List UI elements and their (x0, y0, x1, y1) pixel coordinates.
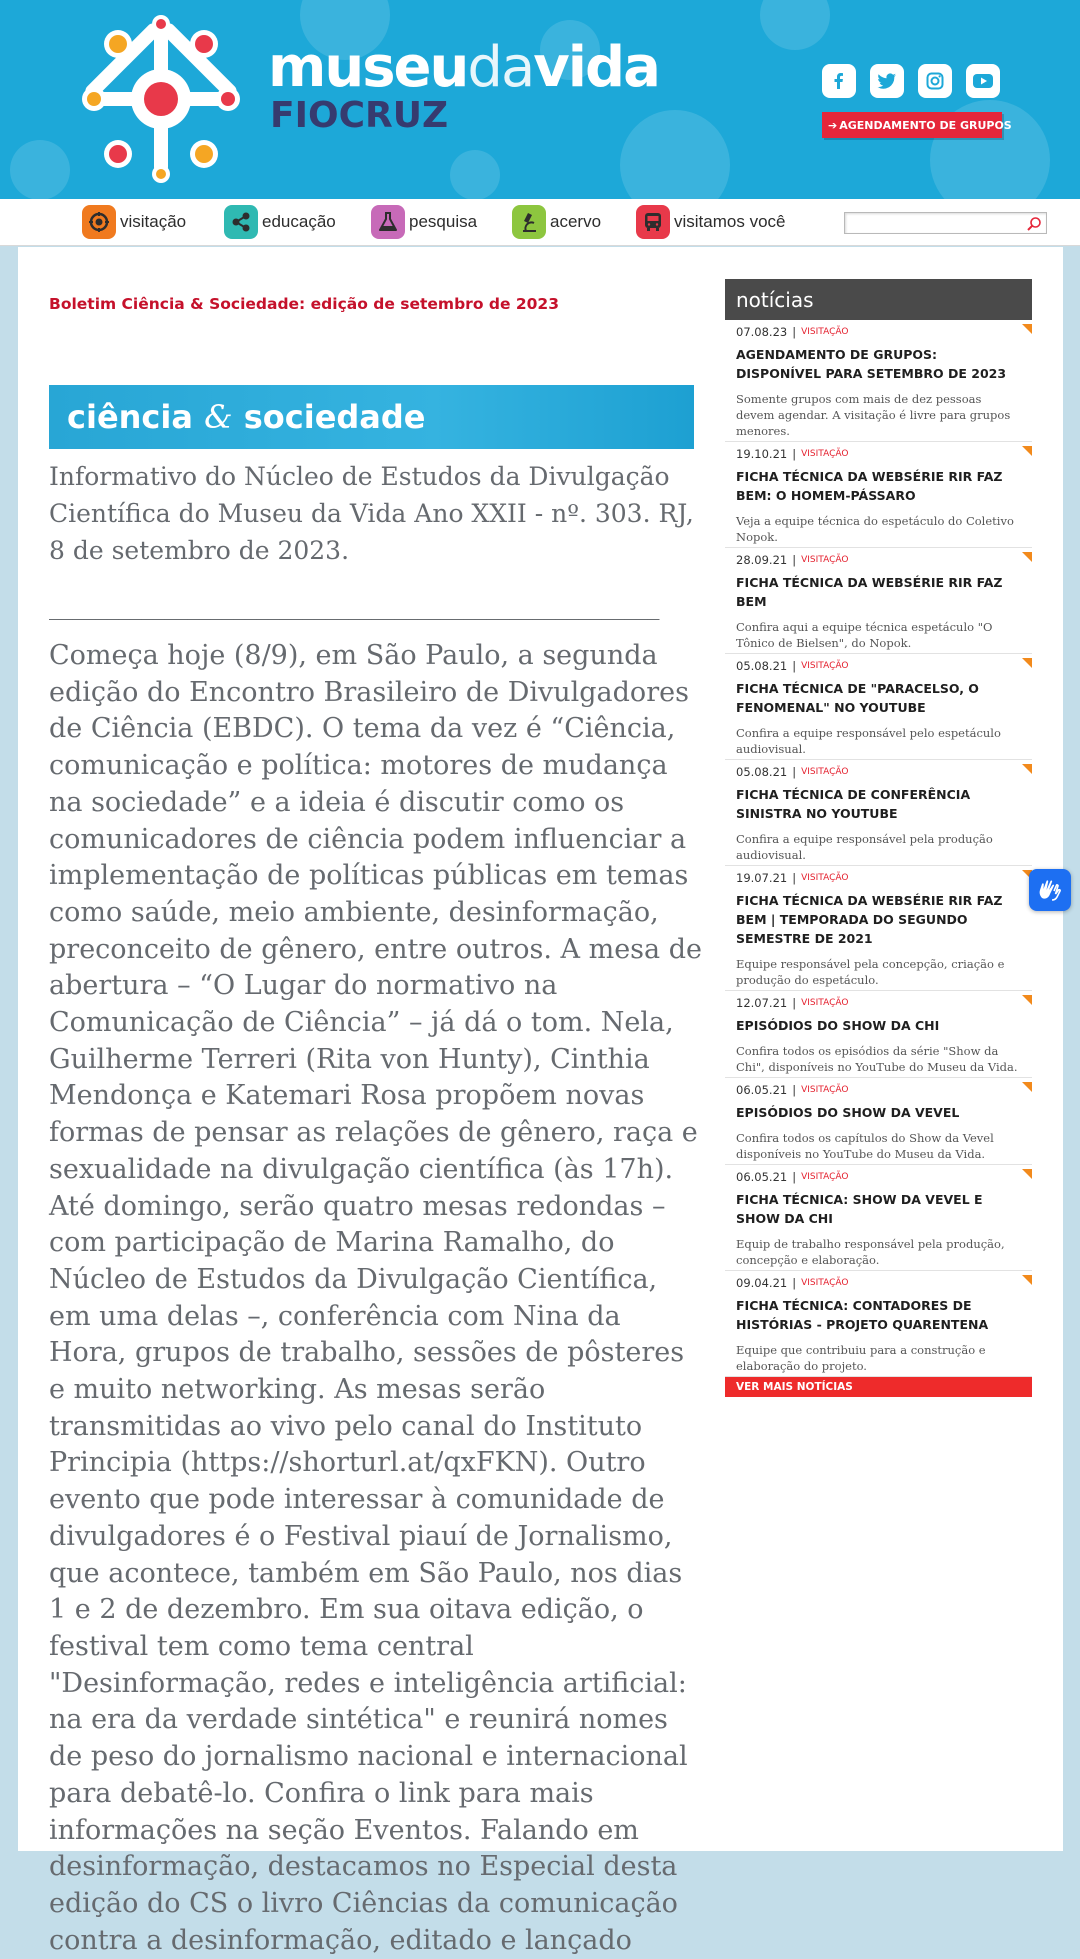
corner-flag-icon (1022, 1275, 1032, 1285)
logo-fiocruz: FIOCRUZ (270, 95, 449, 136)
instagram-link[interactable] (918, 64, 952, 98)
news-category-link[interactable]: VISITAÇÃO (801, 998, 849, 1008)
news-item[interactable] (725, 442, 1032, 548)
news-excerpt: Equip de trabalho responsável pela produção, concepção e elaboração. (736, 1237, 1005, 1267)
corner-flag-icon (1022, 1169, 1032, 1179)
corner-flag-icon (1022, 552, 1032, 562)
search-input[interactable] (845, 214, 1020, 234)
news-date: 09.04.21 (736, 1276, 788, 1290)
news-excerpt: Veja a equipe técnica do espetáculo do Coletivo Nopok. (736, 514, 1014, 544)
share-icon (224, 205, 258, 239)
news-item[interactable] (725, 760, 1032, 866)
facebook-link[interactable] (822, 64, 856, 98)
news-category-link[interactable]: VISITAÇÃO (801, 1172, 849, 1182)
news-meta (736, 552, 1022, 568)
twitter-icon (876, 71, 898, 91)
nav-item-visitamos-voce[interactable]: visitamos você (636, 205, 785, 239)
decor-blob (10, 140, 70, 200)
news-meta (736, 324, 1022, 340)
news-excerpt: Somente grupos com mais de dez pessoas devem agendar. A visitação é livre para grupos menores. (736, 392, 1011, 438)
news-date: 07.08.23 (736, 325, 788, 339)
news-separator: | (792, 659, 797, 673)
news-date: 06.05.21 (736, 1083, 788, 1097)
corner-flag-icon (1022, 764, 1032, 774)
news-separator: | (792, 447, 797, 461)
arrow-right-icon: ➔ (828, 118, 838, 132)
decor-blob (760, 0, 830, 50)
news-date: 12.07.21 (736, 996, 788, 1010)
banner-text: ciência & sociedade (67, 398, 426, 436)
news-item[interactable] (725, 1078, 1032, 1165)
decor-blob (450, 150, 500, 200)
news-meta (736, 1275, 1022, 1291)
nav-item-visitacao[interactable]: visitação (82, 205, 186, 239)
corner-flag-icon (1022, 446, 1032, 456)
nav-item-pesquisa[interactable]: pesquisa (371, 205, 477, 239)
news-meta (736, 995, 1022, 1011)
corner-flag-icon (1022, 995, 1032, 1005)
youtube-icon (972, 72, 994, 90)
corner-flag-icon (1022, 658, 1032, 668)
news-item[interactable] (725, 320, 1032, 442)
visitation-icon (82, 205, 116, 239)
news-title-link[interactable]: FICHA TÉCNICA DE CONFERÊNCIA SINISTRA NO YOUTUBE (736, 787, 971, 821)
news-list (725, 320, 1032, 1377)
news-meta (736, 446, 1022, 462)
news-item[interactable] (725, 991, 1032, 1078)
news-excerpt: Confira aqui a equipe técnica espetáculo "O Tônico de Bielsen", do Nopok. (736, 620, 993, 650)
microscope-icon (512, 205, 546, 239)
news-category-link[interactable]: VISITAÇÃO (801, 555, 849, 565)
news-category-link[interactable]: VISITAÇÃO (801, 327, 849, 337)
logo-mark-icon (78, 16, 244, 182)
facebook-icon (829, 71, 849, 91)
news-separator: | (792, 996, 797, 1010)
news-excerpt: Confira a equipe responsável pela produção audiovisual. (736, 832, 993, 862)
news-excerpt: Equipe responsável pela concepção, criação e produção do espetáculo. (736, 957, 1005, 987)
news-heading: notícias (725, 279, 1032, 320)
news-date: 05.08.21 (736, 659, 788, 673)
news-excerpt: Confira a equipe responsável pelo espetáculo audiovisual. (736, 726, 1001, 756)
news-item[interactable] (725, 866, 1032, 991)
news-item[interactable] (725, 654, 1032, 760)
news-category-link[interactable]: VISITAÇÃO (801, 1085, 849, 1095)
news-separator: | (792, 1083, 797, 1097)
news-date: 28.09.21 (736, 553, 788, 567)
bus-icon (636, 205, 670, 239)
news-separator: | (792, 325, 797, 339)
site-header (0, 0, 1080, 199)
news-category-link[interactable]: VISITAÇÃO (801, 767, 849, 777)
news-separator: | (792, 765, 797, 779)
news-item[interactable] (725, 548, 1032, 654)
main-nav (0, 199, 1080, 246)
news-title-link[interactable]: AGENDAMENTO DE GRUPOS: DISPONÍVEL PARA SETEMBRO DE 2023 (736, 347, 1007, 381)
news-meta (736, 764, 1022, 780)
news-meta (736, 870, 1022, 886)
news-meta (736, 1082, 1022, 1098)
flask-icon (371, 205, 405, 239)
ciencia-sociedade-banner (49, 385, 694, 449)
news-title-link[interactable]: FICHA TÉCNICA: SHOW DA VEVEL E SHOW DA CHI (736, 1192, 983, 1226)
news-category-link[interactable]: VISITAÇÃO (801, 661, 849, 671)
instagram-icon (925, 71, 945, 91)
article-intro: Informativo do Núcleo de Estudos da Divulgação Científica do Museu da Vida Ano XXII - nº. 303. RJ, 8 de setembro de 2023. (49, 462, 694, 565)
news-item[interactable] (725, 1271, 1032, 1377)
nav-item-acervo[interactable]: acervo (512, 205, 601, 239)
search-icon[interactable] (1026, 216, 1042, 236)
nav-item-educacao[interactable]: educação (224, 205, 336, 239)
more-news-button[interactable]: VER MAIS NOTÍCIAS (725, 1377, 1032, 1397)
news-title-link[interactable]: FICHA TÉCNICA DA WEBSÉRIE RIR FAZ BEM (736, 575, 1003, 609)
news-title-link[interactable]: FICHA TÉCNICA DA WEBSÉRIE RIR FAZ BEM: O HOMEM-PÁSSARO (736, 469, 1003, 503)
main-content (18, 247, 1063, 1956)
news-category-link[interactable]: VISITAÇÃO (801, 1278, 849, 1288)
news-excerpt: Equipe que contribuiu para a construção e elaboração do projeto. (736, 1343, 986, 1373)
news-separator: | (792, 871, 797, 885)
news-separator: | (792, 553, 797, 567)
corner-flag-icon (1022, 324, 1032, 334)
news-title-link[interactable]: EPISÓDIOS DO SHOW DA CHI (736, 1018, 940, 1033)
news-date: 05.08.21 (736, 765, 788, 779)
news-title-link[interactable]: EPISÓDIOS DO SHOW DA VEVEL (736, 1105, 960, 1120)
news-meta (736, 1169, 1022, 1185)
news-item[interactable] (725, 1165, 1032, 1271)
news-separator: | (792, 1170, 797, 1184)
news-title-link[interactable]: FICHA TÉCNICA DA WEBSÉRIE RIR FAZ BEM | TEMPORADA DO SEGUNDO SEMESTRE DE 2021 (736, 893, 1003, 946)
youtube-link[interactable] (966, 64, 1000, 98)
hands-icon (1036, 876, 1064, 904)
logo-wordmark: museudavida (268, 35, 659, 100)
search-box (844, 212, 1047, 234)
news-excerpt: Confira todos os capítulos do Show da Vevel disponíveis no YouTube do Museu da Vida. (736, 1131, 994, 1161)
news-date: 06.05.21 (736, 1170, 788, 1184)
news-separator: | (792, 1276, 797, 1290)
news-meta (736, 658, 1022, 674)
article-body: Começa hoje (8/9), em São Paulo, a segunda edição do Encontro Brasileiro de Divulgadores de Ciência (EBDC). O tema da vez é “Ciência, comunicação e política: motores de mudança na sociedade” e a ideia é discutir como os comunicadores de ciência podem influenciar a implementação de políticas públicas em temas como saúde, meio ambiente, desinformação, preconceito de gênero, entre outros. A mesa de abertura – “O Lugar do normativo na Comunicação de Ciência” – já dá o tom. Nela, Guilherme Terreri (Rita von Hunty), Cinthia Mendonça e Katemari Rosa propõem novas formas de pensar as relações de gênero, raça e sexualidade na divulgação científica (às 17h). Até domingo, serão quatro mesas redondas – com participação de Marina Ramalho, do Núcleo de Estudos da Divulgação Científica, em uma delas –, conferência com Nina da Hora, grupos de trabalho, sessões de pôsteres e muito networking. As mesas serão transmitidas ao vivo pelo canal do Instituto Principia (https://shorturl.at/qxFKN). Outro evento que pode interessar à comunidade de divulgadores é o Festival piauí de Jornalismo, que acontece, também em São Paulo, nos dias 1 e 2 de dezembro. Em sua oitava edição, o festival tem como tema central "Desinformação, redes e inteligência artificial: na era da verdade sintética" e reunirá nomes de peso do jornalismo nacional e internacional para debatê-lo. Confira o link para mais informações na seção Eventos. Falando em desinformação, destacamos no Especial desta edição do CS o livro Ciências da comunicação contra a desinformação, editado e lançado (49, 640, 702, 1956)
news-excerpt: Confira todos os episódios da série "Show da Chi", disponíveis no YouTube do Museu da Vida. (736, 1044, 1018, 1074)
corner-flag-icon (1022, 1082, 1032, 1092)
news-date: 19.07.21 (736, 871, 788, 885)
news-title-link[interactable]: FICHA TÉCNICA DE "PARACELSO, O FENOMENAL" NO YOUTUBE (736, 681, 979, 715)
museu-da-vida-logo[interactable] (78, 16, 244, 182)
news-sidebar (725, 279, 1032, 1397)
sign-language-accessibility-button[interactable] (1029, 869, 1071, 911)
news-category-link[interactable]: VISITAÇÃO (801, 873, 849, 883)
twitter-link[interactable] (870, 64, 904, 98)
news-title-link[interactable]: FICHA TÉCNICA: CONTADORES DE HISTÓRIAS - PROJETO QUARENTENA (736, 1298, 989, 1332)
text-divider: _____________________________________________________ (49, 591, 659, 620)
news-category-link[interactable]: VISITAÇÃO (801, 449, 849, 459)
article-title: Boletim Ciência & Sociedade: edição de setembro de 2023 (49, 295, 560, 313)
group-scheduling-button[interactable]: ➔ AGENDAMENTO DE GRUPOS (822, 112, 1002, 138)
news-date: 19.10.21 (736, 447, 788, 461)
